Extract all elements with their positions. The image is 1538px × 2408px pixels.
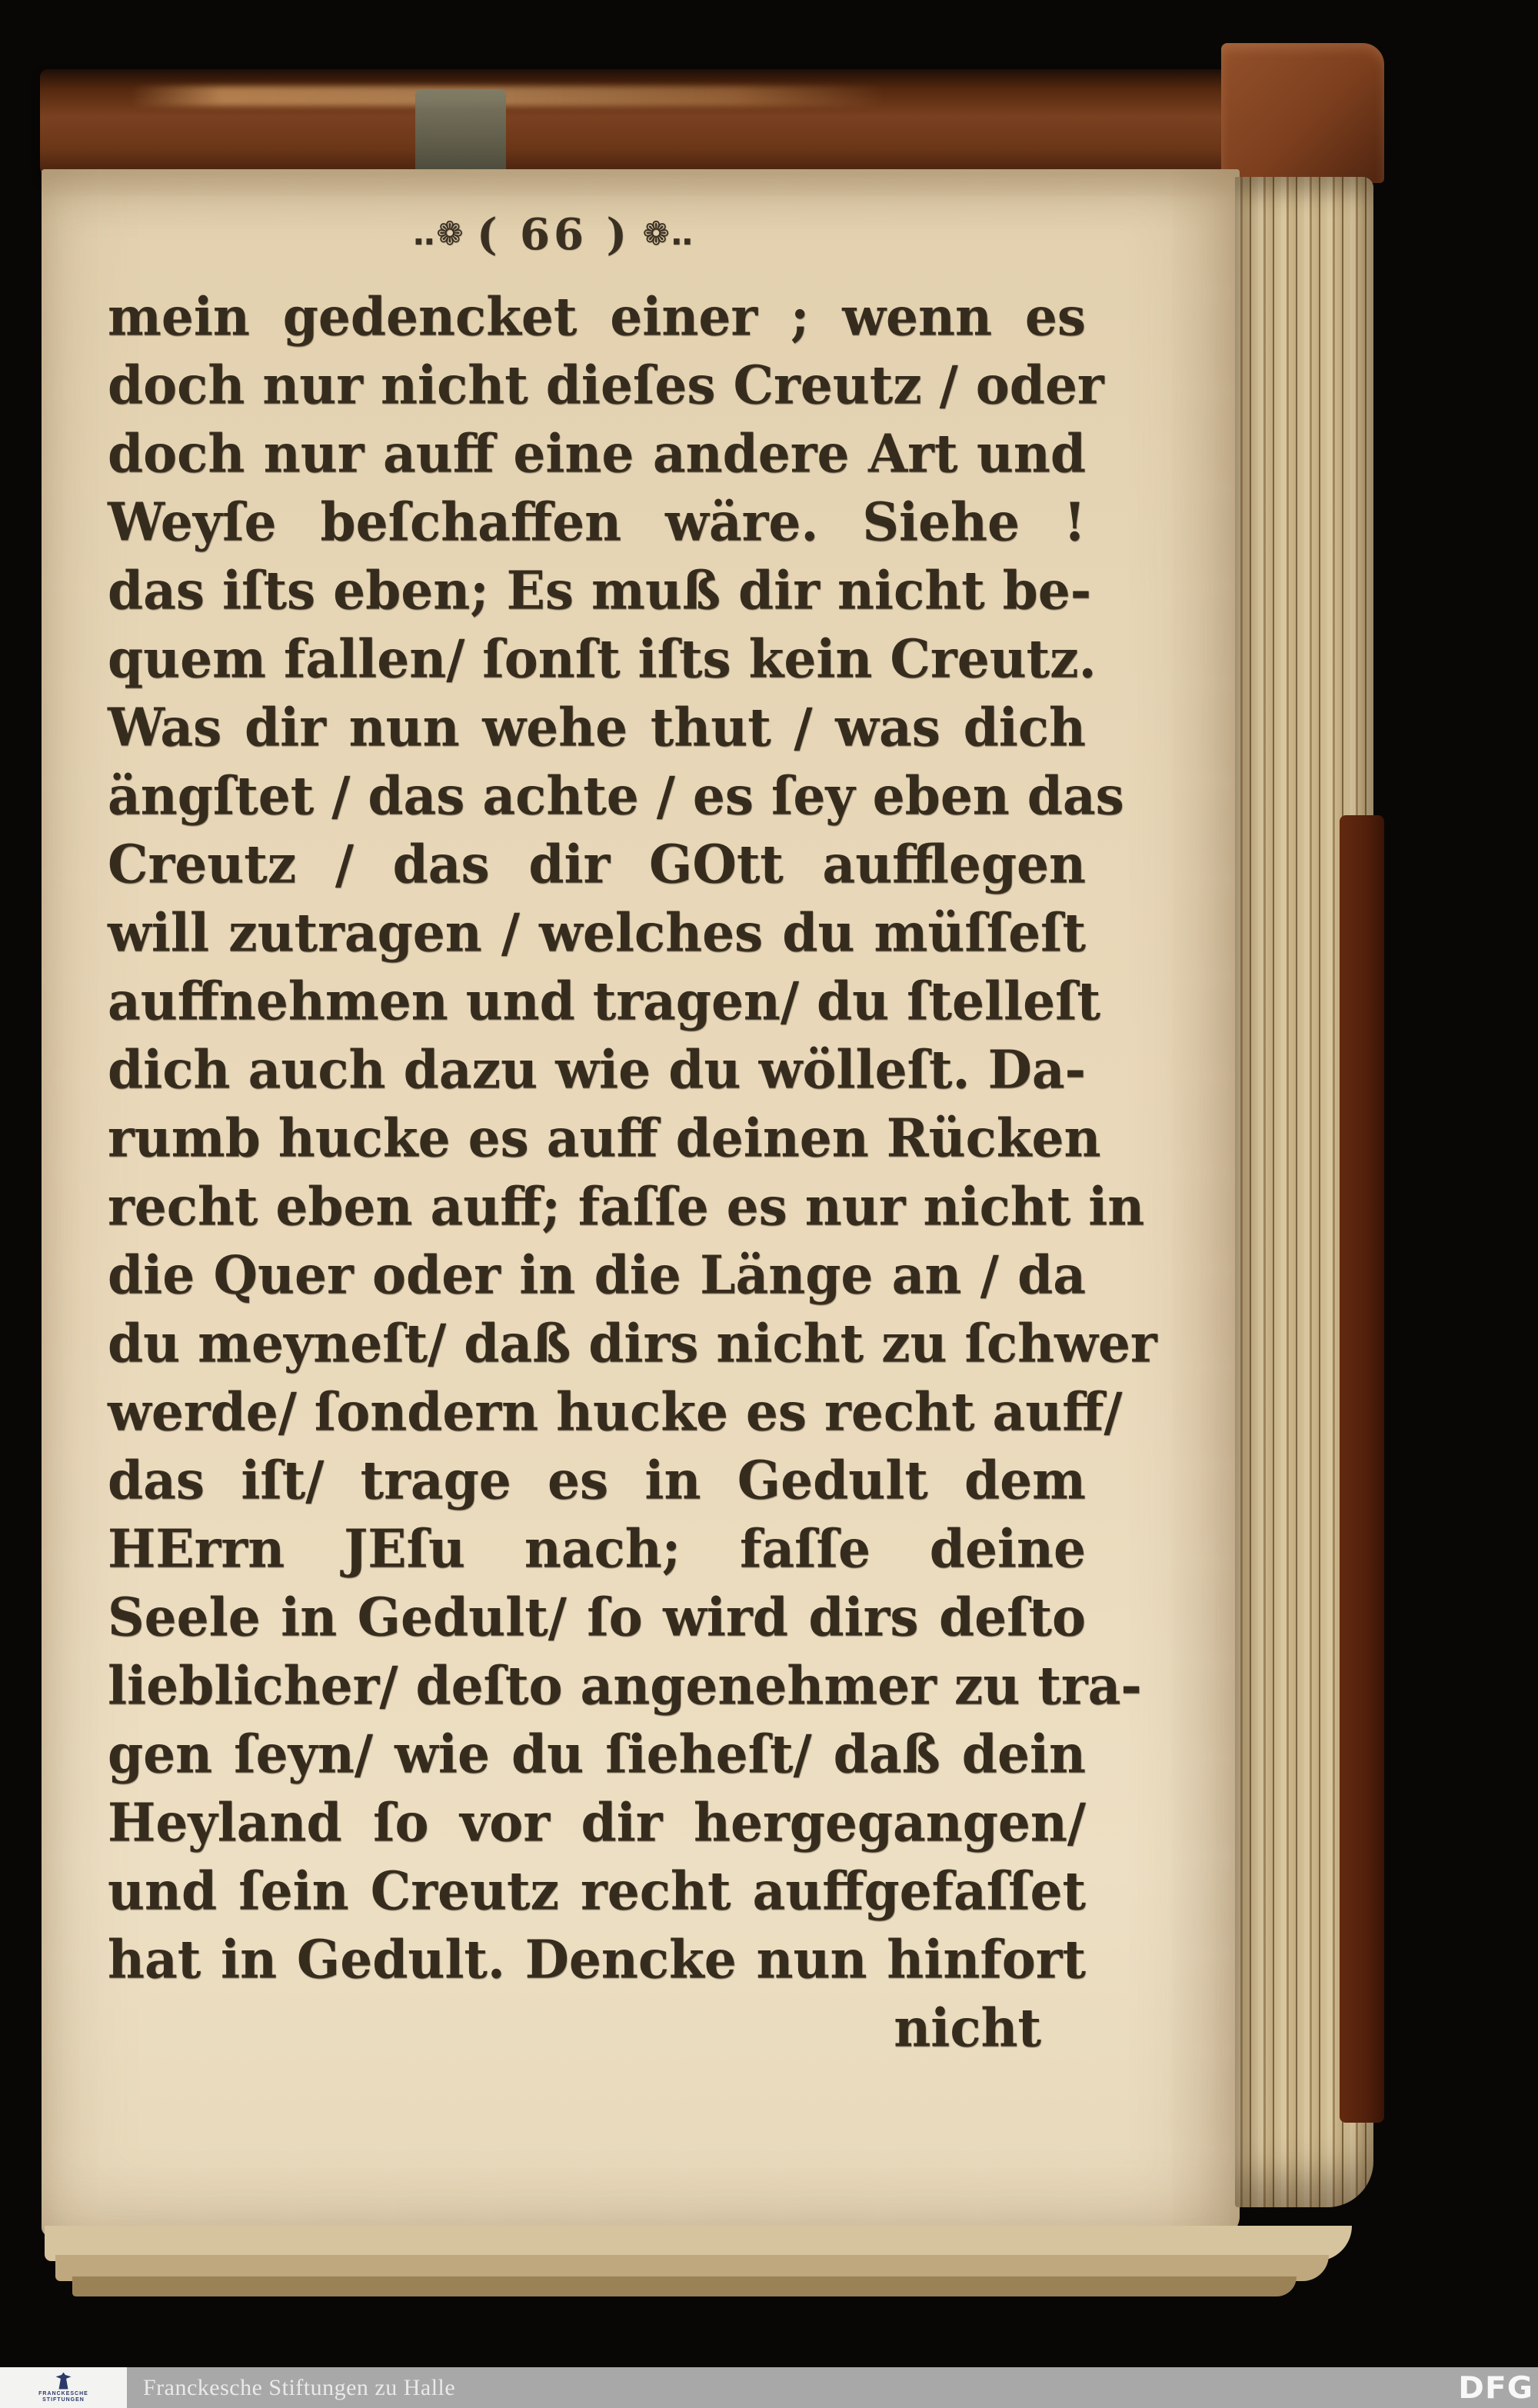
institution-logo-caption: FRANCKESCHE STIFTUNGEN — [38, 2390, 88, 2403]
text-line: doch nur auff eine andere Art und — [108, 422, 1086, 485]
text-line: Weyſe beſchaffen wäre. Siehe ! — [108, 491, 1086, 554]
page-number: ( 66 ) — [477, 209, 631, 260]
text-line: Creutz / das dir GOtt aufflegen — [108, 833, 1086, 896]
text-line: Seele in Gedult/ ſo wird dirs deſto — [108, 1586, 1086, 1649]
text-line: quem fallen/ ſonſt iſts kein Creutz. — [108, 628, 1097, 691]
text-line: ängſtet / das achte / es ſey eben das — [108, 764, 1124, 828]
text-line: recht eben auff; faſſe es nur nicht in — [108, 1175, 1145, 1238]
text-line: mein gedencket einer ; wenn es — [108, 285, 1086, 348]
text-line: will zutragen / welches du müſſeſt — [108, 901, 1086, 964]
text-line: HErrn JEſu nach; faſſe deine — [108, 1517, 1086, 1580]
text-line: doch nur nicht dieſes Creutz / oder — [108, 354, 1104, 417]
text-line: das iſt/ trage es in Gedult dem — [108, 1449, 1086, 1512]
leather-worn-patch — [415, 89, 506, 177]
text-line: auffnehmen und tragen/ du ſtelleſt — [108, 970, 1100, 1033]
text-line: Was dir nun wehe thut / was dich — [108, 696, 1086, 759]
text-line: das iſts eben; Es muß dir nicht be- — [108, 559, 1092, 622]
digitization-footer-bar — [0, 2367, 1538, 2408]
text-line: dich auch dazu wie du wölleſt. Da- — [108, 1038, 1086, 1101]
text-line: lieblicher/ deſto angenehmer zu tra- — [108, 1654, 1142, 1717]
catchword: nicht — [894, 1997, 1041, 2060]
text-line: werde/ ſondern hucke es recht auff/ — [108, 1381, 1123, 1444]
text-line: rumb hucke es auff deinen Rücken — [108, 1107, 1101, 1170]
franckesche-stiftungen-logo-icon — [56, 2373, 72, 2390]
leather-highlight — [131, 86, 884, 106]
book-leather-corner — [1221, 43, 1384, 183]
institution-name: Franckesche Stiftungen zu Halle — [143, 2375, 456, 2400]
text-line: und ſein Creutz recht auffgefaſſet — [108, 1860, 1086, 1923]
institution-logo — [0, 2367, 127, 2408]
page-text-block — [108, 283, 1157, 2063]
book-cover-edge-right — [1340, 815, 1384, 2123]
text-line: du meyneſt/ daß dirs nicht zu ſchwer — [108, 1312, 1157, 1375]
text-line: Heyland ſo vor dir hergegangen/ — [108, 1791, 1086, 1854]
page-edge-stack-bottom — [72, 2276, 1297, 2296]
page-header — [323, 209, 784, 260]
text-line: die Quer oder in die Länge an / da — [108, 1244, 1086, 1307]
printer-ornament-right-icon: ❁‥ — [642, 215, 694, 252]
text-line: gen ſeyn/ wie du ſieheſt/ daß dein — [108, 1723, 1086, 1786]
dfg-logo: DFG — [1458, 2371, 1533, 2406]
printer-ornament-left-icon: ‥❁ — [413, 215, 465, 252]
text-line: hat in Gedult. Dencke nun hinfort — [108, 1928, 1086, 1991]
